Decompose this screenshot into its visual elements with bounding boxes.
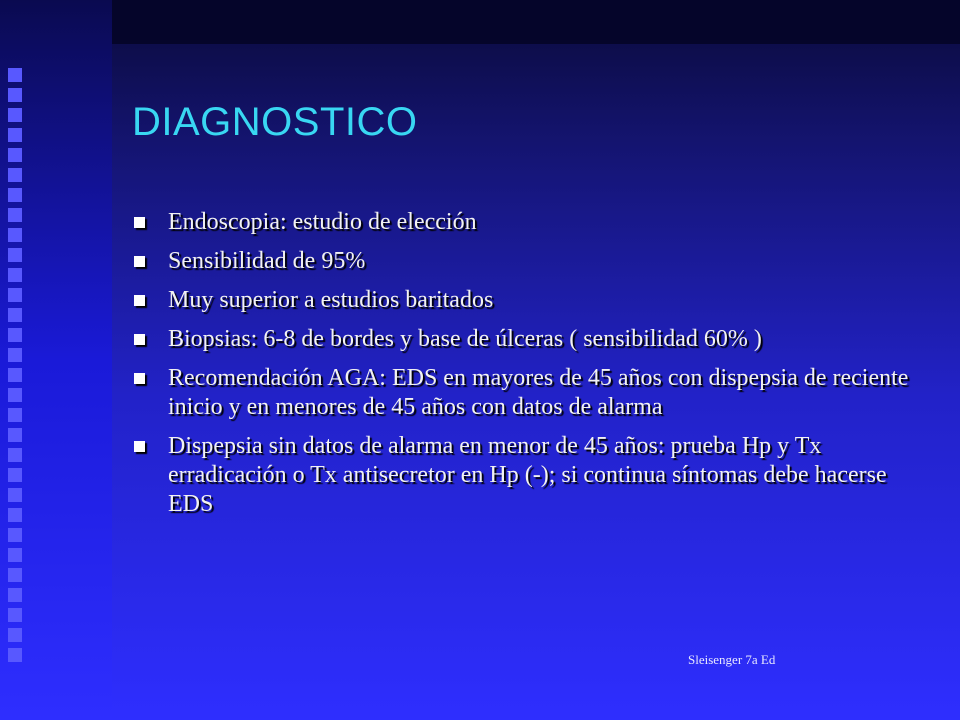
bullet-item: [132, 325, 912, 354]
decorative-square: [8, 568, 22, 582]
bullet-text: Muy superior a estudios baritados: [168, 287, 494, 313]
decorative-square: [8, 368, 22, 382]
square-bullet-icon: [134, 256, 145, 267]
top-band: [112, 0, 960, 44]
decorative-square: [8, 468, 22, 482]
decorative-square: [8, 348, 22, 362]
decorative-squares: [8, 68, 24, 668]
square-bullet-icon: [134, 334, 145, 345]
decorative-square: [8, 548, 22, 562]
decorative-square: [8, 648, 22, 662]
decorative-square: [8, 148, 22, 162]
left-decorative-strip: [0, 0, 112, 720]
decorative-square: [8, 628, 22, 642]
decorative-square: [8, 168, 22, 182]
decorative-square: [8, 608, 22, 622]
decorative-square: [8, 188, 22, 202]
decorative-square: [8, 508, 22, 522]
decorative-square: [8, 588, 22, 602]
decorative-square: [8, 528, 22, 542]
bullet-text: Biopsias: 6-8 de bordes y base de úlceras ( sensibilidad 60% ): [168, 326, 762, 352]
bullet-item: [132, 364, 912, 422]
source-citation: Sleisenger 7a Ed: [688, 652, 776, 667]
bullet-item: [132, 208, 912, 237]
decorative-square: [8, 488, 22, 502]
bullet-text: Endoscopia: estudio de elección: [168, 209, 477, 235]
decorative-square: [8, 388, 22, 402]
square-bullet-icon: [134, 217, 145, 228]
square-bullet-icon: [134, 373, 145, 384]
bullet-text: Recomendación AGA: EDS en mayores de 45 años con dispepsia de reciente inicio y en menores de 45 años con datos de alarma: [168, 365, 909, 420]
decorative-square: [8, 448, 22, 462]
decorative-square: [8, 328, 22, 342]
decorative-square: [8, 108, 22, 122]
bullet-item: [132, 286, 912, 315]
bullet-text: Dispepsia sin datos de alarma en menor de 45 años: prueba Hp y Tx erradicación o Tx antisecretor en Hp (-); si continua síntomas debe hacerse EDS: [168, 433, 887, 517]
square-bullet-icon: [134, 295, 145, 306]
decorative-square: [8, 288, 22, 302]
decorative-square: [8, 88, 22, 102]
bullet-item: [132, 432, 912, 519]
decorative-square: [8, 248, 22, 262]
bullet-item: [132, 247, 912, 276]
decorative-square: [8, 408, 22, 422]
decorative-square: [8, 428, 22, 442]
square-bullet-icon: [134, 441, 145, 452]
slide-title: DIAGNOSTICO: [132, 100, 418, 144]
bullet-list: [132, 208, 912, 529]
decorative-square: [8, 128, 22, 142]
decorative-square: [8, 228, 22, 242]
decorative-square: [8, 208, 22, 222]
decorative-square: [8, 308, 22, 322]
decorative-square: [8, 268, 22, 282]
bullet-text: Sensibilidad de 95%: [168, 248, 366, 274]
decorative-square: [8, 68, 22, 82]
